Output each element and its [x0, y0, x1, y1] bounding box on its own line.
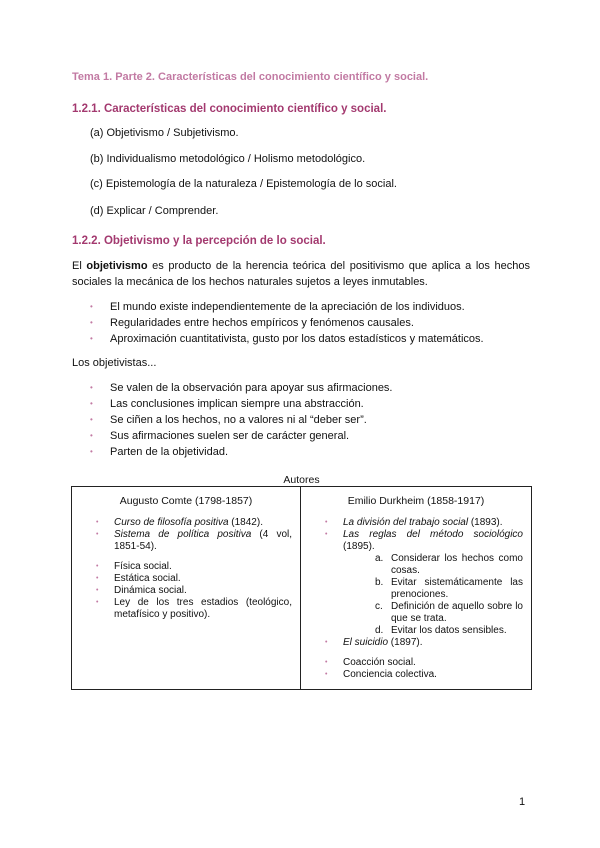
objetivistas-intro: Los objetivistas... — [72, 357, 157, 369]
list-item: • Parten de la objetividad. — [90, 444, 530, 460]
para-bold-term: objetivismo — [86, 260, 148, 272]
column-header: Emilio Durkheim (1858-1917) — [347, 495, 485, 507]
list-item: • Ley de los tres estadios (teológico, metafísico y positivo). — [72, 597, 300, 621]
list-item: • Sistema de política positiva (4 vol, 1851-54). — [72, 529, 300, 553]
list-item: • La división del trabajo social (1893). — [301, 517, 531, 529]
list-item: • Dinámica social. — [72, 585, 300, 597]
para-text: El — [72, 260, 87, 272]
objetivistas-bullets — [90, 380, 530, 460]
objetivismo-paragraph — [72, 258, 530, 290]
section-heading-1-2-1: 1.2.1. Características del conocimiento científico y social. — [72, 103, 387, 115]
objetivismo-bullets — [90, 299, 530, 347]
option-d: (d) Explicar / Comprender. — [90, 205, 219, 217]
list-item: • Conciencia colectiva. — [301, 669, 531, 681]
page-number: 1 — [519, 796, 526, 808]
document-title: Tema 1. Parte 2. Características del conocimiento científico y social. — [72, 71, 429, 83]
list-item: • Coacción social. — [301, 657, 531, 669]
option-a: (a) Objetivismo / Subjetivismo. — [90, 127, 239, 139]
list-item: • El suicidio (1897). — [301, 637, 531, 649]
sub-list-item: d. Evitar los datos sensibles. — [375, 625, 507, 636]
list-item: • Sus afirmaciones suelen ser de carácter general. — [90, 428, 530, 444]
list-item: • Aproximación cuantitativista, gusto por los datos estadísticos y matemáticos. — [90, 331, 530, 347]
option-b: (b) Individualismo metodológico / Holismo metodológico. — [90, 153, 366, 165]
sub-list-item: a. Considerar los hechos como cosas. — [375, 553, 523, 576]
durkheim-column — [301, 487, 531, 689]
list-item: • Las reglas del método sociológico (1895). — [301, 529, 531, 553]
list-item: • Física social. — [72, 561, 300, 573]
list-item: • El mundo existe independientemente de la apreciación de los individuos. — [90, 299, 530, 315]
list-item: • Se ciñen a los hechos, no a valores ni al “deber ser”. — [90, 412, 530, 428]
list-item: • Se valen de la observación para apoyar sus afirmaciones. — [90, 380, 530, 396]
option-c: (c) Epistemología de la naturaleza / Epistemología de lo social. — [90, 178, 397, 190]
comte-column — [72, 487, 301, 689]
para-text: es producto de la herencia teórica del positivismo que aplica a los hechos sociales la mecánica de los hechos naturales sujetos a leyes inmutables. — [72, 260, 530, 288]
sub-list-item: b. Evitar sistemáticamente las prenociones. — [375, 577, 523, 600]
authors-table — [71, 486, 532, 690]
table-caption: Autores — [283, 474, 320, 486]
column-header: Augusto Comte (1798-1857) — [119, 495, 253, 507]
list-item: • Las conclusiones implican siempre una abstracción. — [90, 396, 530, 412]
sub-list-item: c. Definición de aquello sobre lo que se trata. — [375, 601, 523, 624]
list-item: • Estática social. — [72, 573, 300, 585]
list-item: • Regularidades entre hechos empíricos y fenómenos causales. — [90, 315, 530, 331]
section-heading-1-2-2: 1.2.2. Objetivismo y la percepción de lo social. — [72, 235, 326, 247]
list-item: • Curso de filosofía positiva (1842). — [72, 517, 300, 529]
